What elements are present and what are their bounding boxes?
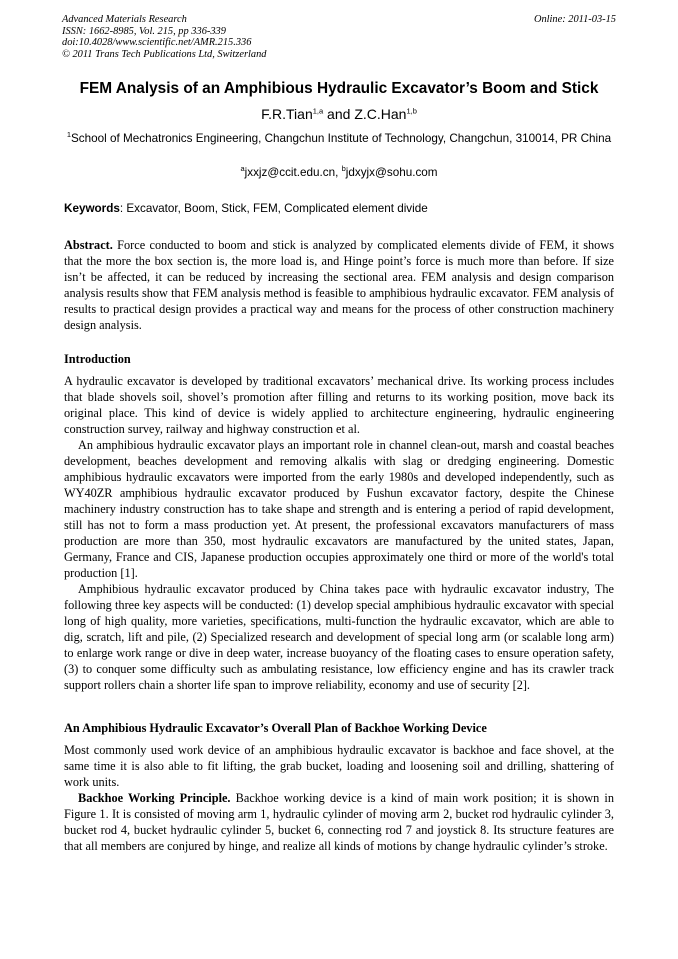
intro-paragraph-1: A hydraulic excavator is developed by traditional excavators’ mechanical drive. Its working process includes that blade shovels soil, shovel’s promotion after filling and returns to its working position, move back its original place. This kind of device is widely applied to architecture engineering, hydraulic engineering construction survey, railway and highway construction et al.	[64, 374, 614, 436]
section-2-heading: An Amphibious Hydraulic Excavator’s Overall Plan of Backhoe Working Device	[64, 721, 487, 735]
author-and: and	[323, 106, 355, 122]
abstract-label: Abstract.	[64, 238, 113, 252]
email-line	[40, 166, 638, 180]
email-a: jxxjz@ccit.edu.cn,	[244, 166, 342, 179]
keywords-text: : Excavator, Boom, Stick, FEM, Complicated element divide	[119, 202, 428, 215]
backhoe-principle-text: Backhoe working device is a kind of main work position; it is shown in Figure 1. It is consisted of moving arm 1, hydraulic cylinder of moving arm 2, bucket rod hydraulic cylinder 3, bucket rod 4, bucket hydraulic cylinder 5, bucket 6, connecting rod 7 and joystick 8. Its structure features are that all members are conjured by hinge, and realize all kinds of motions by change hydraulic cylinder’s stroke.	[64, 791, 615, 853]
online-date: Online: 2011-03-15	[533, 14, 616, 25]
section-2-paragraph-1: Most commonly used work device of an amphibious hydraulic excavator is backhoe and face shovel, at the same time it is also able to fit lifting, the grab bucket, loading and loosening soil and drilling, shattering of work units.	[64, 743, 614, 789]
email-b: jdxyjx@sohu.com	[345, 166, 438, 179]
affiliation-text: School of Mechatronics Engineering, Changchun Institute of Technology, Changchun, 310014, PR China	[71, 132, 612, 145]
abstract-text: Force conducted to boom and stick is analyzed by complicated elements divide of FEM, it shows that the more the box section is, the more load is, and Hinge point’s force is much more than before. If size isn’t be affected, it can be reduced by increasing the sectional area. FEM analysis and design comparison analysis results show that FEM analysis method is feasible to amphibious hydraulic excavator. FEM analysis of results to practical design provides a practical way and means for the process of other construction machinery design analysis.	[64, 238, 614, 332]
introduction-heading: Introduction	[64, 352, 131, 366]
author-line	[40, 106, 638, 122]
section-2-body	[64, 742, 614, 854]
keywords-label: Keywords	[64, 202, 120, 215]
journal-name: Advanced Materials Research	[62, 14, 187, 25]
author-1: F.R.Tian	[261, 106, 313, 122]
intro-paragraph-3: Amphibious hydraulic excavator produced by China takes pace with hydraulic excavator industry, The following three key aspects will be conducted: (1) develop special amphibious hydraulic excavator with special long of high quality, more varieties, specifications, multi-function the hydraulic excavator, which are able to dig, scratch, lift and pile, (2) Specialized research and development of special long arm (or scalable long arm) to enlarge work range or dive in deep water, increase buoyancy of the floating cases to ensure operation safety, (3) to conquer some difficulty such as ambulating resistance, low efficiency engine and has its crawler track support rollers chain a shorter life span to improve reliability, economy and use of security [2].	[64, 582, 614, 692]
keywords	[64, 202, 624, 216]
email-a-sup: a	[240, 164, 245, 174]
email-b-sup: b	[341, 164, 346, 174]
author-1-sup: 1,a	[312, 106, 324, 116]
author-2: Z.C.Han	[354, 106, 407, 122]
affiliation-sup: 1	[66, 130, 72, 140]
introduction-body	[64, 373, 614, 693]
intro-paragraph-2: An amphibious hydraulic excavator plays an important role in channel clean-out, marsh and coastal beaches development, beaches development and removing alkalis with slag or dredging engineering. Domestic amphibious hydraulic excavators were imported from the early 1980s and developed independently, such as WY40ZR amphibious hydraulic excavator produced by Fushun excavator factory, despite the Chinese machinery industry construction has to take shape and strength and is entering a period of rapid development, still has not to form a mass production yet. At present, the professional excavators manufacturers of mass production are more than 350, most hydraulic excavators are manufactured by the united states, Japan, Germany, France and CIS, Japanese production occupies approximately one third or more of the world's total production [1].	[64, 438, 614, 580]
journal-doi: doi:10.4028/www.scientific.net/AMR.215.336	[62, 37, 252, 48]
section-2-paragraph-2	[64, 790, 614, 854]
author-2-sup: 1,b	[406, 106, 417, 116]
abstract	[64, 237, 614, 333]
journal-copyright: © 2011 Trans Tech Publications Ltd, Switzerland	[62, 48, 267, 60]
backhoe-principle-label: Backhoe Working Principle.	[78, 791, 231, 805]
paper-title: FEM Analysis of an Amphibious Hydraulic Excavator’s Boom and Stick	[79, 80, 599, 97]
journal-header	[62, 14, 616, 60]
journal-issn: ISSN: 1662-8985, Vol. 215, pp 336-339	[62, 25, 226, 37]
affiliation	[64, 132, 614, 146]
